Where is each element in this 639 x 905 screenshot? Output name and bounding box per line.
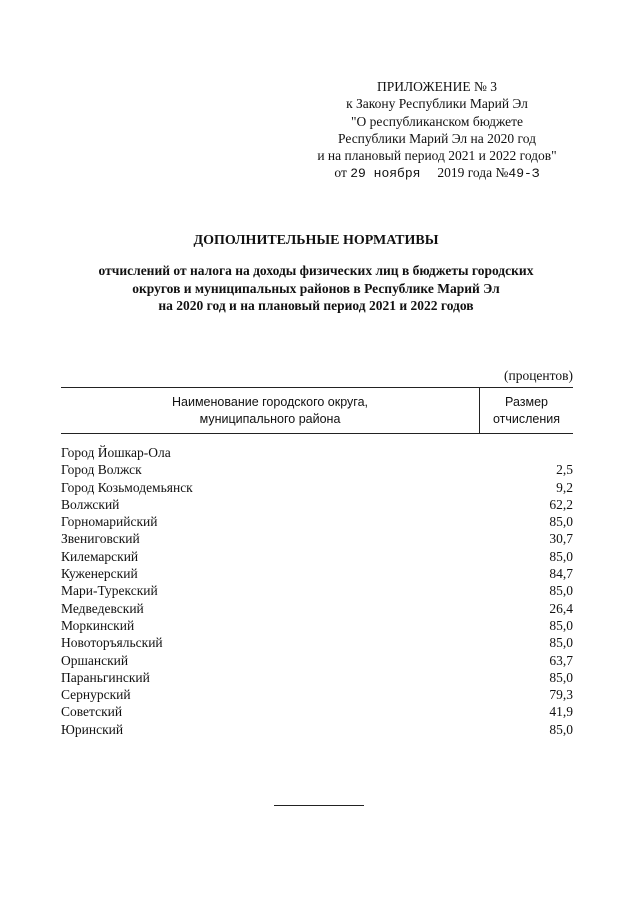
row-name: Моркинский <box>61 617 135 633</box>
row-name: Медведевский <box>61 600 144 616</box>
row-value: 63,7 <box>549 652 573 668</box>
row-name: Оршанский <box>61 652 129 668</box>
table-header <box>61 387 573 434</box>
normatives-table <box>61 387 573 738</box>
table-row <box>61 530 573 547</box>
row-value: 85,0 <box>549 617 573 633</box>
header-size-line-2: отчисления <box>492 411 561 426</box>
row-value: 84,7 <box>549 566 573 582</box>
row-value: 26,4 <box>549 600 573 616</box>
row-value: 85,0 <box>549 669 573 685</box>
header-size-cell <box>480 388 573 433</box>
annex-header <box>262 78 612 183</box>
table-row <box>61 669 573 686</box>
table-row <box>61 600 573 617</box>
table-row <box>61 617 573 634</box>
row-name: Новоторъяльский <box>61 635 163 651</box>
row-name: Сернурский <box>61 687 131 703</box>
table-body <box>61 444 573 738</box>
row-value: 62,2 <box>549 496 573 512</box>
row-name: Волжский <box>61 496 120 512</box>
row-name: Килемарский <box>61 548 139 564</box>
unit-label: (процентов) <box>503 368 573 383</box>
row-value: 85,0 <box>549 514 573 530</box>
table-row <box>61 582 573 599</box>
document-title: ДОПОЛНИТЕЛЬНЫЕ НОРМАТИВЫ <box>193 233 439 248</box>
table-row <box>61 565 573 582</box>
header-name-line-2: муниципального района <box>199 411 341 426</box>
table-row <box>61 634 573 651</box>
table-row <box>61 444 573 461</box>
annex-date-handwritten: 29 ноября <box>350 166 421 182</box>
row-value: 2,5 <box>556 462 573 478</box>
header-size-line-1: Размер <box>505 394 548 409</box>
subtitle-line-1: отчислений от налога на доходы физических лиц в бюджеты городских <box>98 263 534 278</box>
row-value: 41,9 <box>549 704 573 720</box>
row-name: Параньгинский <box>61 669 150 685</box>
table-row <box>61 479 573 496</box>
row-name: Город Йошкар-Ола <box>61 445 171 460</box>
annex-law-name-2: Республики Марий Эл на 2020 год <box>338 130 536 146</box>
subtitle-line-2: округов и муниципальных районов в Республике Марий Эл <box>132 280 500 296</box>
annex-number-handwritten: 49-З <box>508 166 540 182</box>
table-row <box>61 721 573 738</box>
row-name: Советский <box>61 704 123 720</box>
table-row <box>61 703 573 720</box>
table-row <box>61 686 573 703</box>
end-divider <box>274 805 364 806</box>
row-value: 85,0 <box>549 635 573 651</box>
row-name: Юринский <box>61 721 124 737</box>
annex-law-name-3: и на плановый период 2021 и 2022 годов" <box>317 148 557 164</box>
table-row <box>61 652 573 669</box>
row-value: 85,0 <box>549 548 573 564</box>
row-value: 79,3 <box>549 687 573 703</box>
row-name: Горномарийский <box>61 514 158 530</box>
header-name-cell <box>61 388 480 433</box>
row-value: 9,2 <box>556 479 573 495</box>
annex-title: ПРИЛОЖЕНИЕ № 3 <box>376 79 498 94</box>
row-name: Звениговский <box>61 531 140 547</box>
row-name: Мари-Турекский <box>61 583 158 599</box>
annex-date-year: 2019 года № <box>437 165 509 181</box>
table-row <box>61 496 573 513</box>
row-value: 30,7 <box>549 531 573 547</box>
row-name: Город Волжск <box>61 462 142 478</box>
annex-date-prefix: от <box>334 165 347 181</box>
annex-law-name-1: "О республиканском бюджете <box>350 113 523 129</box>
row-value: 85,0 <box>549 721 573 737</box>
table-row <box>61 513 573 530</box>
row-name: Куженерский <box>61 566 138 582</box>
header-name-line-1: Наименование городского округа, <box>172 394 368 409</box>
annex-date-line <box>262 164 612 182</box>
row-name: Город Козьмодемьянск <box>61 479 193 495</box>
table-row <box>61 461 573 478</box>
row-value: 85,0 <box>549 583 573 599</box>
subtitle-line-3: на 2020 год и на плановый период 2021 и 2022 годов <box>158 298 474 313</box>
document-subtitle <box>60 262 572 315</box>
annex-law-ref: к Закону Республики Марий Эл <box>346 96 528 112</box>
table-row <box>61 548 573 565</box>
